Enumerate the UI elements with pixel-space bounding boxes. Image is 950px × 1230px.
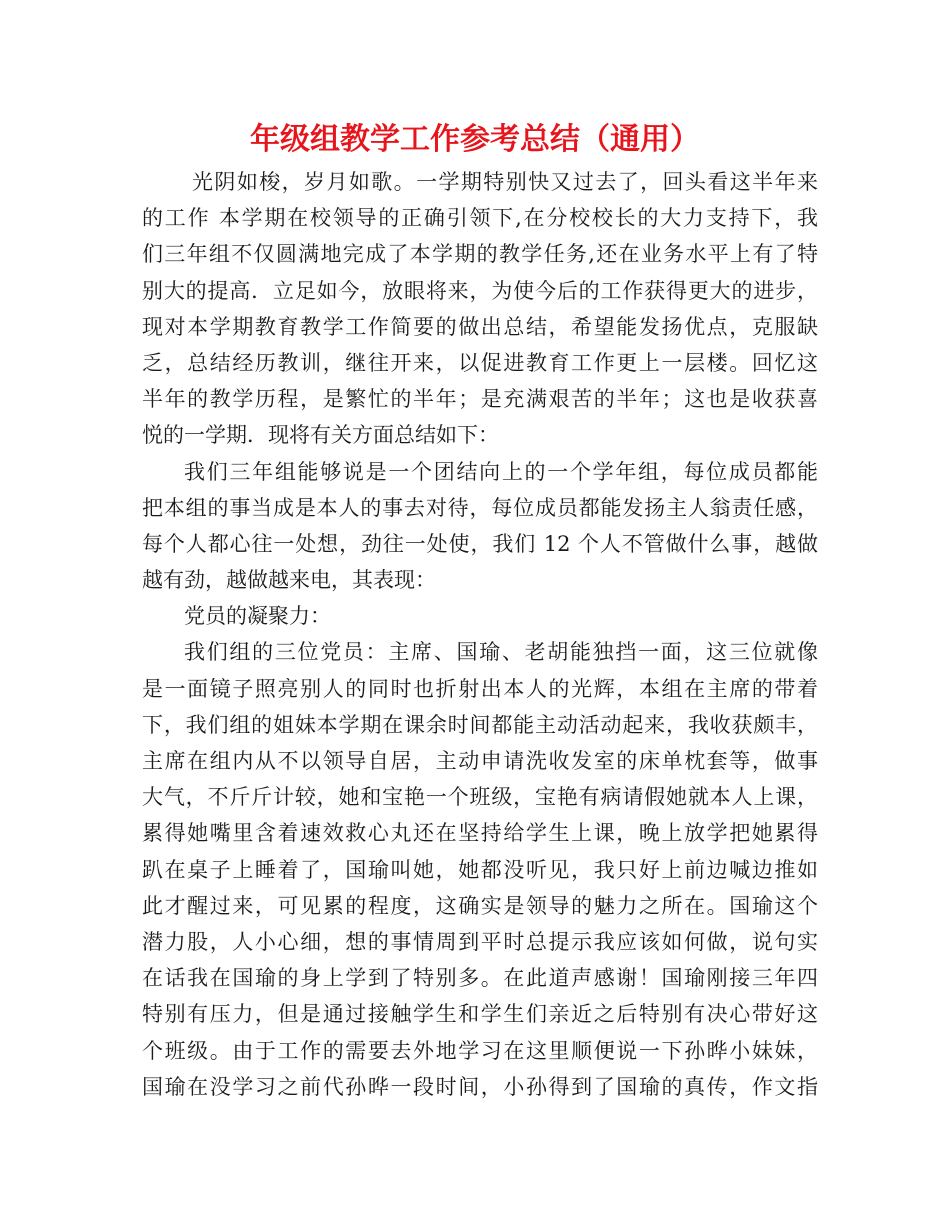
paragraph-line: 大气，不斤斤计较，她和宝艳一个班级，宝艳有病请假她就本人上课，	[142, 785, 818, 810]
paragraph-line: 趴在桌子上睡着了，国瑜叫她，她都没听见，我只好上前边喊边推如	[142, 857, 818, 882]
paragraph-line: 的工作 本学期在校领导的正确引领下,在分校校长的大力支持下，我	[142, 206, 818, 231]
paragraph-line: 累得她嘴里含着速效救心丸还在坚持给学生上课，晚上放学把她累得	[142, 821, 818, 846]
paragraph-line: 现对本学期教育教学工作简要的做出总结，希望能发扬优点，克服缺	[142, 314, 818, 339]
paragraph-line: 们三年组不仅圆满地完成了本学期的教学任务,还在业务水平上有了特	[142, 242, 818, 267]
paragraph-line: 我们三年组能够说是一个团结向上的一个学年组，每位成员都能	[184, 459, 818, 484]
paragraph-line: 主席在组内从不以领导自居，主动申请洗收发室的床单枕套等，做事	[142, 749, 818, 773]
paragraph-line: 下，我们组的姐妹本学期在课余时间都能主动活动起来，我收获颇丰，	[142, 712, 818, 737]
document-body	[142, 164, 818, 1105]
paragraph-line: 特别有压力，但是通过接触学生和学生们亲近之后特别有决心带好这	[142, 1002, 818, 1027]
paragraph-line: 半年的教学历程，是繁忙的半年；是充满艰苦的半年；这也是收获喜	[142, 387, 818, 412]
paragraph-line: 别大的提高．立足如今，放眼将来，为使今后的工作获得更大的进步，	[142, 278, 818, 303]
paragraph-line: 每个人都心往一处想，劲往一处使，我们 12 个人不管做什么事，越做	[142, 531, 818, 556]
paragraph-line: 此才醒过来，可见累的程度，这确实是领导的魅力之所在。国瑜这个	[142, 893, 818, 918]
paragraph-line: 是一面镜子照亮别人的同时也折射出本人的光辉，本组在主席的带着	[142, 676, 818, 701]
paragraph-line: 国瑜在没学习之前代孙晔一段时间，小孙得到了国瑜的真传，作文指	[142, 1074, 818, 1099]
paragraph-line: 在话我在国瑜的身上学到了特别多。在此道声感谢！国瑜刚接三年四	[142, 966, 818, 991]
paragraph-line: 个班级。由于工作的需要去外地学习在这里顺便说一下孙晔小妹妹，	[142, 1038, 818, 1063]
paragraph-line: 乏，总结经历教训，继往开来，以促进教育工作更上一层楼。回忆这	[142, 350, 818, 375]
paragraph-line: 越有劲，越做越来电，其表现：	[142, 568, 436, 593]
paragraph-line: 把本组的事当成是本人的事去对待，每位成员都能发扬主人翁责任感，	[142, 495, 818, 520]
paragraph-line: 我们组的三位党员：主席、国瑜、老胡能独挡一面，这三位就像	[184, 640, 818, 665]
document-title: 年级组教学工作参考总结（通用）	[250, 122, 700, 157]
section-heading: 党员的凝聚力：	[184, 604, 331, 629]
paragraph-line: 光阴如梭，岁月如歌。一学期特别快又过去了，回头看这半年来	[192, 170, 818, 194]
paragraph-line: 悦的一学期．现将有关方面总结如下：	[142, 423, 499, 448]
paragraph-line: 潜力股，人小心细，想的事情周到平时总提示我应该如何做，说句实	[142, 929, 818, 954]
